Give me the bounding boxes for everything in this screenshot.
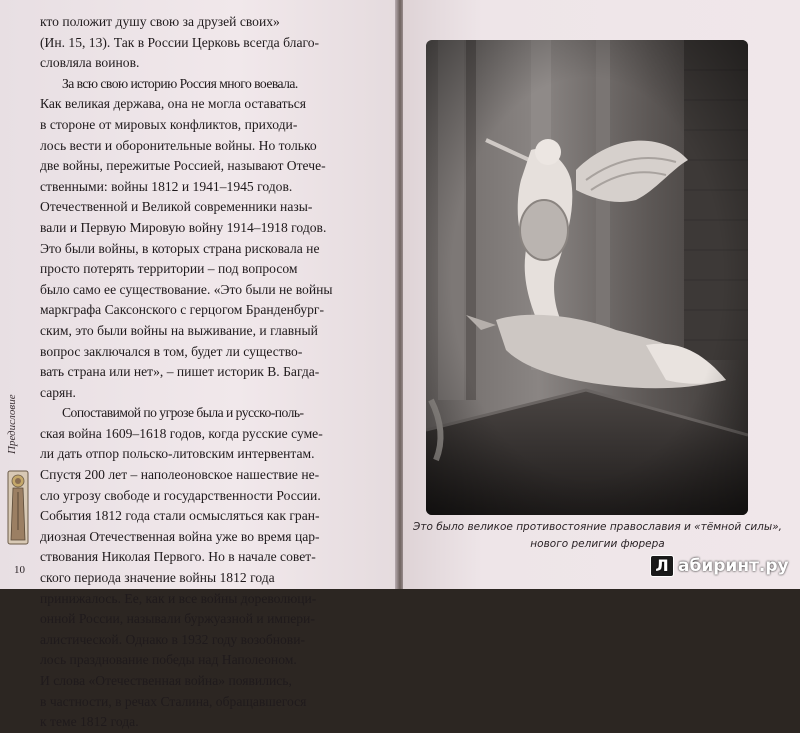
text-line: лось празднование победы над Наполеоном.	[40, 652, 297, 668]
text-line: просто потерять территории – под вопросом	[40, 261, 298, 277]
caption-line-1: Это было великое противостояние православия и «тёмной силы»,	[413, 521, 782, 533]
text-line: вать страна или нет», – пишет историк В. Багда-	[40, 364, 320, 380]
labirint-watermark	[650, 555, 789, 577]
text-line: Это были войны, в которых страна рисковала не	[40, 240, 320, 256]
text-line: к теме 1812 года.	[40, 714, 139, 730]
caption-line-2: нового религии фюрера	[530, 538, 665, 550]
body-text	[40, 12, 370, 733]
text-line: две войны, пережитые Россией, называют Отече-	[40, 158, 326, 174]
text-line: диозная Отечественная война уже во время цар-	[40, 528, 320, 544]
text-line: И слова «Отечественная война» появились,	[40, 673, 292, 688]
text-line: Отечественной и Великой современники назы-	[40, 199, 313, 215]
text-line: сарян.	[40, 384, 76, 400]
text-line: ствования Николая Первого. Но в начале совет-	[40, 549, 316, 565]
angel-statue-photo	[426, 40, 748, 515]
section-side-label: Предисловие	[6, 394, 18, 454]
text-line: ская война 1609–1618 годов, когда русские суме-	[40, 425, 323, 441]
text-line: маркграфа Саксонского с герцогом Бранденбург-	[40, 302, 324, 318]
text-line: ли дать отпор польско-литовским интервентам.	[40, 446, 315, 462]
text-line: кто положит душу свою за друзей своих»	[40, 14, 280, 29]
left-page	[0, 0, 397, 730]
text-line: лось вести и оборонительные войны. Но только	[40, 137, 317, 153]
labirint-logo-icon: Л	[650, 555, 674, 577]
page-number: 10	[14, 564, 25, 576]
saint-icon	[7, 470, 29, 545]
text-line: принижалось. Ее, как и все войны дореволюци-	[40, 590, 317, 606]
text-line: сло угрозу свободе и государственности России.	[40, 487, 321, 503]
text-line: (Ин. 15, 13). Так в России Церковь всегда благо-	[40, 34, 320, 50]
text-line: Сопоставимой по угрозе была и русско-поль-	[62, 405, 304, 421]
text-line: ственными: войны 1812 и 1941–1945 годов.	[40, 178, 293, 194]
text-line: в частности, в речах Сталина, обращавшегося	[40, 693, 307, 709]
text-line: События 1812 года стали осмысляться как гран-	[40, 508, 320, 524]
text-line: было само ее существование. «Это были не войны	[40, 281, 333, 297]
text-line: ским, это были войны на выживание, и главный	[40, 322, 318, 338]
text-line: ского периода значение войны 1812 года	[40, 570, 275, 586]
text-line: словляла воинов.	[40, 55, 140, 71]
text-line: алистической. Однако в 1932 году возобнови-	[40, 631, 306, 647]
text-line: Как великая держава, она не могла оставаться	[40, 96, 307, 112]
text-line: онной России, называли буржуазной и импери-	[40, 611, 315, 627]
text-line: вопрос заключался в том, будет ли существо-	[40, 343, 303, 359]
text-line: вали и Первую Мировую войну 1914–1918 годов.	[40, 219, 327, 235]
watermark-text: абиринт.ру	[678, 556, 789, 576]
text-line: в стороне от мировых конфликтов, приходи-	[40, 116, 298, 132]
text-line: За всю свою историю Россия много воевала.	[62, 75, 298, 91]
photo-caption	[410, 519, 785, 553]
text-line: Спустя 200 лет – наполеоновское нашествие не-	[40, 467, 320, 483]
